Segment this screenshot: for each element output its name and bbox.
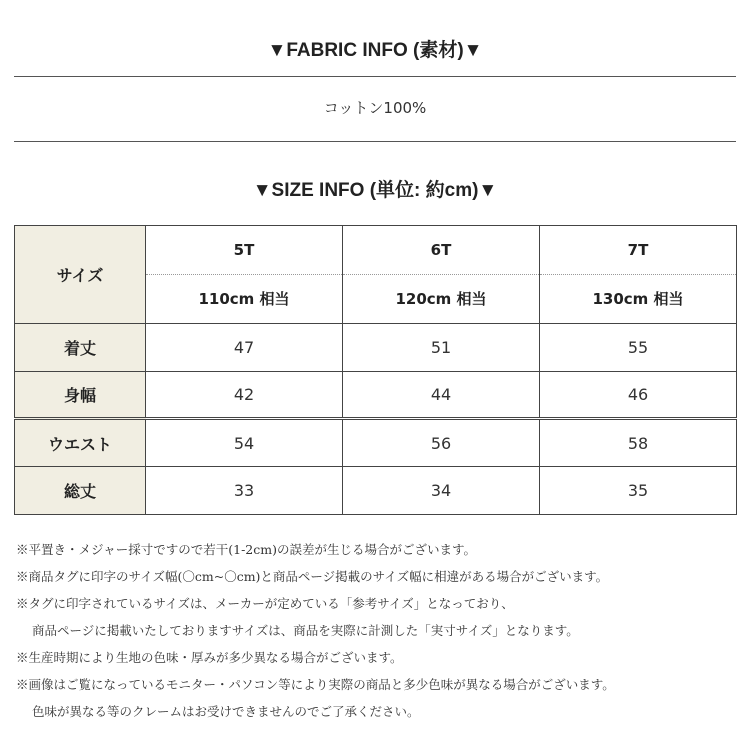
size-5t-equiv: 110cm 相当	[146, 274, 343, 323]
table-cell: 56	[343, 419, 540, 467]
fabric-info-heading: ▼FABRIC INFO (素材)▼	[267, 40, 483, 61]
fabric-top-divider	[14, 76, 736, 77]
notes-list	[16, 536, 740, 725]
table-cell: 44	[343, 371, 540, 419]
table-cell: 54	[146, 419, 343, 467]
table-row	[15, 371, 737, 419]
note-production-color: ※生産時期により生地の色味・厚みが多少異なる場合がございます。	[16, 650, 403, 665]
note-monitor-color: ※画像はご覧になっているモニター・パソコン等により実際の商品と多少色味が異なる場合がございます。	[16, 677, 615, 692]
row-label-width: 身幅	[15, 371, 146, 419]
table-cell: 46	[540, 371, 737, 419]
note-tag-size-range: ※商品タグに印字のサイズ幅(〇cm~〇cm)と商品ページ掲載のサイズ幅に相違がある場合がございます。	[16, 569, 609, 584]
table-row	[15, 467, 737, 515]
table-cell: 34	[343, 467, 540, 515]
note-measurement: ※平置き・メジャー採寸ですので若干(1-2cm)の誤差が生じる場合がございます。	[16, 542, 476, 557]
size-7t-equiv: 130cm 相当	[540, 274, 737, 323]
size-header-row	[15, 226, 737, 275]
row-label-length: 着丈	[15, 323, 146, 371]
note-no-claims: 色味が異なる等のクレームはお受けできませんのでご了承ください。	[32, 704, 420, 719]
table-cell: 42	[146, 371, 343, 419]
table-cell: 47	[146, 323, 343, 371]
fabric-composition: コットン100%	[323, 99, 427, 117]
size-table	[14, 225, 737, 515]
row-label-waist: ウエスト	[15, 419, 146, 467]
table-cell: 55	[540, 323, 737, 371]
note-tag-reference-size: ※タグに印字されているサイズは、メーカーが定めている「参考サイズ」となっており、	[16, 596, 514, 611]
size-info-heading: ▼SIZE INFO (単位: 約cm)▼	[252, 180, 498, 201]
size-corner-label: サイズ	[15, 226, 146, 324]
table-cell: 35	[540, 467, 737, 515]
size-7t-header: 7T	[540, 226, 737, 275]
table-row	[15, 419, 737, 467]
fabric-bottom-divider	[14, 141, 736, 142]
table-row	[15, 323, 737, 371]
size-6t-header: 6T	[343, 226, 540, 275]
size-6t-equiv: 120cm 相当	[343, 274, 540, 323]
row-label-total-length: 総丈	[15, 467, 146, 515]
table-cell: 33	[146, 467, 343, 515]
size-5t-header: 5T	[146, 226, 343, 275]
table-cell: 51	[343, 323, 540, 371]
table-cell: 58	[540, 419, 737, 467]
note-actual-size: 商品ページに掲載いたしておりますサイズは、商品を実際に計測した「実寸サイズ」となります。	[32, 623, 579, 638]
